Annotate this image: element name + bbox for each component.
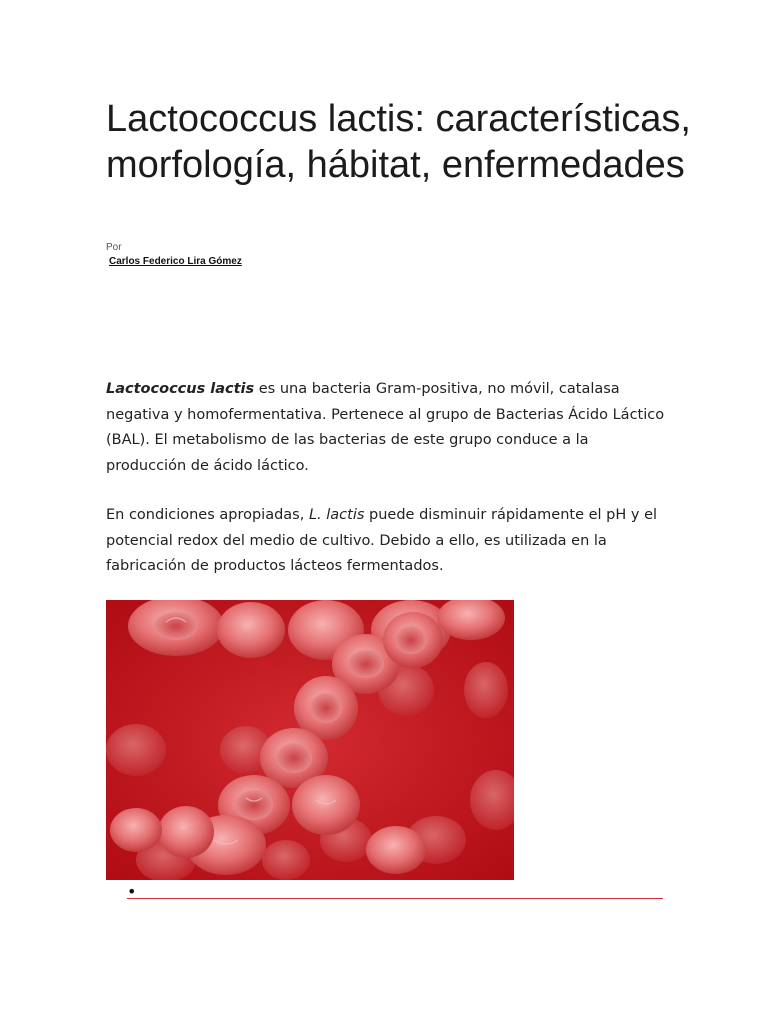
list-bullet: •	[127, 882, 137, 901]
author-link[interactable]: Carlos Federico Lira Gómez	[109, 256, 242, 267]
page-title: Lactococcus lactis: características, morfología, hábitat, enfermedades	[106, 98, 691, 186]
bacteria-micrograph-image	[106, 600, 514, 880]
byline-label: Por	[106, 242, 122, 253]
intro-paragraph	[106, 377, 666, 479]
inline-term: L. lactis	[308, 507, 365, 523]
second-text-after: puede disminuir rápidamente el pH y el potencial redox del medio de cultivo. Debido a ello, es utilizada en la fabricación de productos lácteos fermentados.	[106, 507, 658, 574]
red-divider-line	[127, 898, 663, 899]
second-text-before: En condiciones apropiadas,	[106, 507, 309, 523]
intro-text: es una bacteria Gram-positiva, no móvil, catalasa negativa y homofermentativa. Pertenece al grupo de Bacterias Ácido Láctico (BAL). El metabolismo de las bacterias de este grupo conduce a la producción de ácido láctico.	[106, 381, 665, 474]
lead-term: Lactococcus lactis	[106, 381, 255, 397]
second-paragraph	[106, 503, 666, 580]
